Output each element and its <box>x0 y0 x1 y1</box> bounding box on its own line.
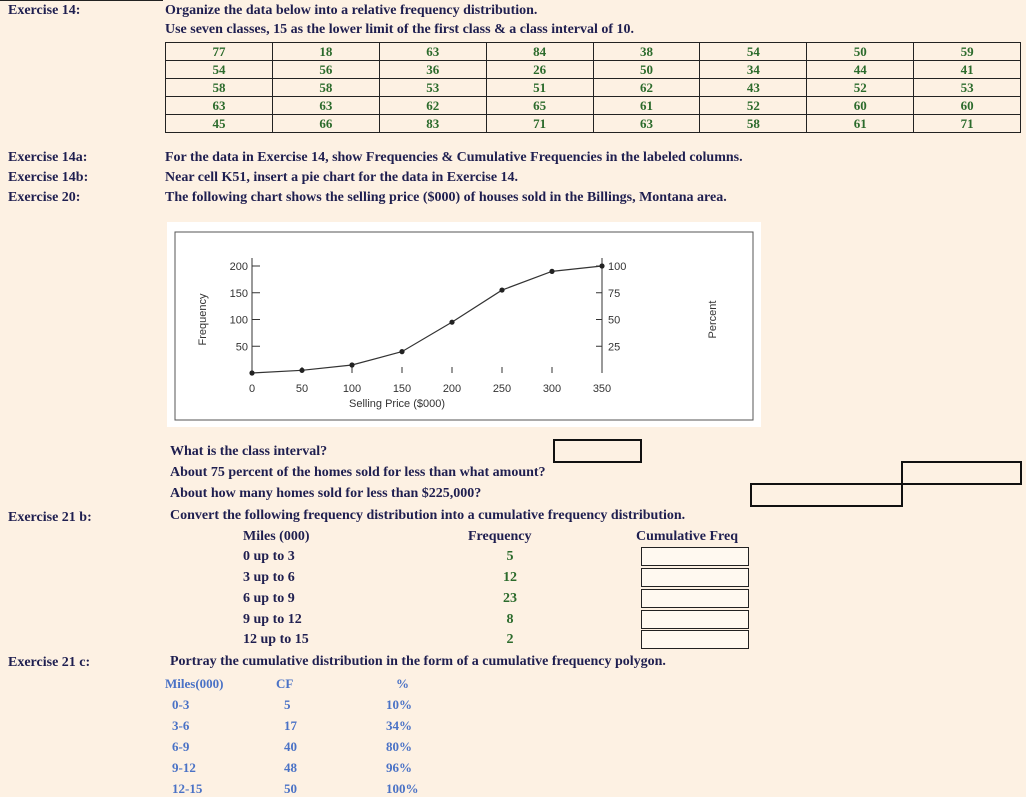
cf-row-miles: 6-9 <box>172 739 190 754</box>
data-table-cell: 54 <box>166 61 273 79</box>
series-point <box>349 362 354 367</box>
data-table-row <box>166 97 1021 115</box>
ogive-chart-svg <box>167 222 761 427</box>
cf-row-percent: 10% <box>386 697 412 712</box>
cf-row-miles: 3-6 <box>172 718 190 733</box>
x-tick-label: 0 <box>248 383 256 395</box>
freq-header-cumulative: Cumulative Freq <box>636 529 739 544</box>
y-tick-label: 100 <box>229 314 248 327</box>
data-table-cell: 61 <box>807 115 914 133</box>
y2-axis-label: Percent <box>707 300 719 339</box>
exercise-21b-instruction: Convert the following frequency distribution into a cumulative frequency distribution. <box>170 508 686 523</box>
exercise-20-label: Exercise 20: <box>8 190 81 205</box>
freq-row-miles: 12 up to 15 <box>243 632 309 647</box>
freq-row-value: 2 <box>506 632 514 647</box>
data-table-cell: 58 <box>272 79 379 97</box>
series-point <box>249 370 254 375</box>
y-tick-label: 150 <box>229 287 248 300</box>
freq-header-miles: Miles (000) <box>243 529 310 544</box>
data-table-row <box>166 115 1021 133</box>
freq-row-miles: 6 up to 9 <box>243 591 295 606</box>
data-table-cell: 71 <box>914 115 1021 133</box>
data-table-cell: 56 <box>272 61 379 79</box>
series-point <box>599 263 604 268</box>
data-table-cell: 50 <box>807 43 914 61</box>
cf-row-cf: 50 <box>284 781 297 796</box>
data-table-cell: 61 <box>593 97 700 115</box>
exercise-14b-instruction: Near cell K51, insert a pie chart for the data in Exercise 14. <box>165 170 519 185</box>
freq-row-miles: 3 up to 6 <box>243 570 295 585</box>
x-tick-label: 300 <box>542 383 562 395</box>
y2-tick-label: 100 <box>608 261 627 273</box>
exercise-21c-instruction: Portray the cumulative distribution in the form of a cumulative frequency polygon. <box>170 654 666 669</box>
data-table-row <box>166 79 1021 97</box>
data-table-cell: 71 <box>486 115 593 133</box>
cf-row-miles: 12-15 <box>172 781 203 796</box>
freq-row-miles: 0 up to 3 <box>243 549 295 564</box>
cumulative-freq-input[interactable] <box>641 630 749 649</box>
data-table-cell: 43 <box>700 79 807 97</box>
cf-row-cf: 17 <box>284 718 297 733</box>
data-table-cell: 62 <box>379 97 486 115</box>
data-table-cell: 52 <box>700 97 807 115</box>
data-table-cell: 59 <box>914 43 1021 61</box>
freq-row-value: 12 <box>503 570 517 585</box>
data-table-cell: 34 <box>700 61 807 79</box>
y-tick-label: 50 <box>235 341 248 354</box>
freq-row-value: 8 <box>506 612 514 627</box>
cumulative-freq-input[interactable] <box>641 589 749 608</box>
data-table-cell: 83 <box>379 115 486 133</box>
data-table-cell: 84 <box>486 43 593 61</box>
series-point <box>449 320 454 325</box>
x-axis-label: Selling Price ($000) <box>349 398 445 410</box>
data-table-cell: 41 <box>914 61 1021 79</box>
data-table-cell: 50 <box>593 61 700 79</box>
y2-tick-label: 50 <box>608 314 621 327</box>
cf-header-percent: % <box>396 676 409 691</box>
data-table-cell: 60 <box>914 97 1021 115</box>
data-table-cell: 54 <box>700 43 807 61</box>
cf-row-cf: 48 <box>284 760 297 775</box>
data-table-cell: 58 <box>700 115 807 133</box>
data-table-cell: 65 <box>486 97 593 115</box>
x-tick-label: 100 <box>342 383 362 395</box>
data-table-cell: 38 <box>593 43 700 61</box>
y-tick-label: 200 <box>229 261 248 273</box>
ogive-chart <box>167 222 761 427</box>
cf-header-cf: CF <box>276 676 294 691</box>
data-table-cell: 63 <box>593 115 700 133</box>
exercise-21c-label: Exercise 21 c: <box>8 655 91 670</box>
freq-header-frequency: Frequency <box>468 529 532 544</box>
cumulative-freq-input[interactable] <box>641 568 749 587</box>
x-tick-label: 150 <box>392 383 412 395</box>
series-point <box>549 269 554 274</box>
x-tick-label: 350 <box>592 383 612 395</box>
series-line <box>252 266 602 373</box>
exercise-14a-label: Exercise 14a: <box>8 150 88 165</box>
freq-row-value: 5 <box>506 549 514 564</box>
data-table-cell: 53 <box>914 79 1021 97</box>
answer-box-class-interval[interactable] <box>553 439 642 463</box>
answer-box-75-percent[interactable] <box>901 461 1022 485</box>
exercise-21b-label: Exercise 21 b: <box>8 510 92 525</box>
exercise-14-instruction-2: Use seven classes, 15 as the lower limit of the first class & a class interval of 10. <box>165 22 635 37</box>
data-table-cell: 66 <box>272 115 379 133</box>
exercise-14-data-table <box>165 42 1021 133</box>
data-table-cell: 62 <box>593 79 700 97</box>
data-table-cell: 52 <box>807 79 914 97</box>
data-table-row <box>166 43 1021 61</box>
cf-row-cf: 5 <box>284 697 291 712</box>
y2-tick-label: 25 <box>608 341 621 354</box>
data-table-cell: 18 <box>272 43 379 61</box>
cumulative-freq-input[interactable] <box>641 547 749 566</box>
cf-header-miles: Miles(000) <box>165 676 224 691</box>
data-table-cell: 53 <box>379 79 486 97</box>
question-class-interval: What is the class interval? <box>170 444 328 459</box>
cf-row-percent: 34% <box>386 718 412 733</box>
data-table-row <box>166 61 1021 79</box>
x-tick-label: 250 <box>492 383 512 395</box>
y-axis-label: Frequency <box>197 293 209 346</box>
cf-row-miles: 0-3 <box>172 697 190 712</box>
cf-row-cf: 40 <box>284 739 297 754</box>
data-table-cell: 63 <box>379 43 486 61</box>
data-table-cell: 58 <box>166 79 273 97</box>
exercise-20-instruction: The following chart shows the selling price ($000) of houses sold in the Billings, Montana area. <box>165 190 727 205</box>
cf-row-percent: 80% <box>386 739 412 754</box>
cf-row-miles: 9-12 <box>172 760 196 775</box>
cf-row-percent: 96% <box>386 760 412 775</box>
freq-row-miles: 9 up to 12 <box>243 612 302 627</box>
exercise-14b-label: Exercise 14b: <box>8 170 89 185</box>
data-table-cell: 63 <box>272 97 379 115</box>
x-tick-label: 200 <box>442 383 462 395</box>
data-table-cell: 45 <box>166 115 273 133</box>
y2-tick-label: 75 <box>608 287 621 300</box>
data-table-cell: 63 <box>166 97 273 115</box>
cumulative-freq-input[interactable] <box>641 610 749 629</box>
data-table-cell: 36 <box>379 61 486 79</box>
answer-box-less-than-225k[interactable] <box>750 483 903 507</box>
data-table-cell: 60 <box>807 97 914 115</box>
chart-frame <box>175 232 753 420</box>
freq-row-value: 23 <box>503 591 517 606</box>
data-table-cell: 77 <box>166 43 273 61</box>
data-table-cell: 51 <box>486 79 593 97</box>
top-divider <box>0 0 163 1</box>
question-75-percent: About 75 percent of the homes sold for less than what amount? <box>170 465 546 480</box>
series-point <box>299 368 304 373</box>
exercise-14-instruction-1: Organize the data below into a relative frequency distribution. <box>165 3 538 18</box>
data-table-cell: 26 <box>486 61 593 79</box>
x-tick-label: 50 <box>295 383 309 395</box>
question-less-than-225k: About how many homes sold for less than $225,000? <box>170 486 482 501</box>
exercise-14-label: Exercise 14: <box>8 3 81 18</box>
data-table-cell: 44 <box>807 61 914 79</box>
cf-row-percent: 100% <box>386 781 419 796</box>
series-point <box>499 287 504 292</box>
series-point <box>399 349 404 354</box>
exercise-14a-instruction: For the data in Exercise 14, show Frequencies & Cumulative Frequencies in the labeled columns. <box>165 150 743 165</box>
